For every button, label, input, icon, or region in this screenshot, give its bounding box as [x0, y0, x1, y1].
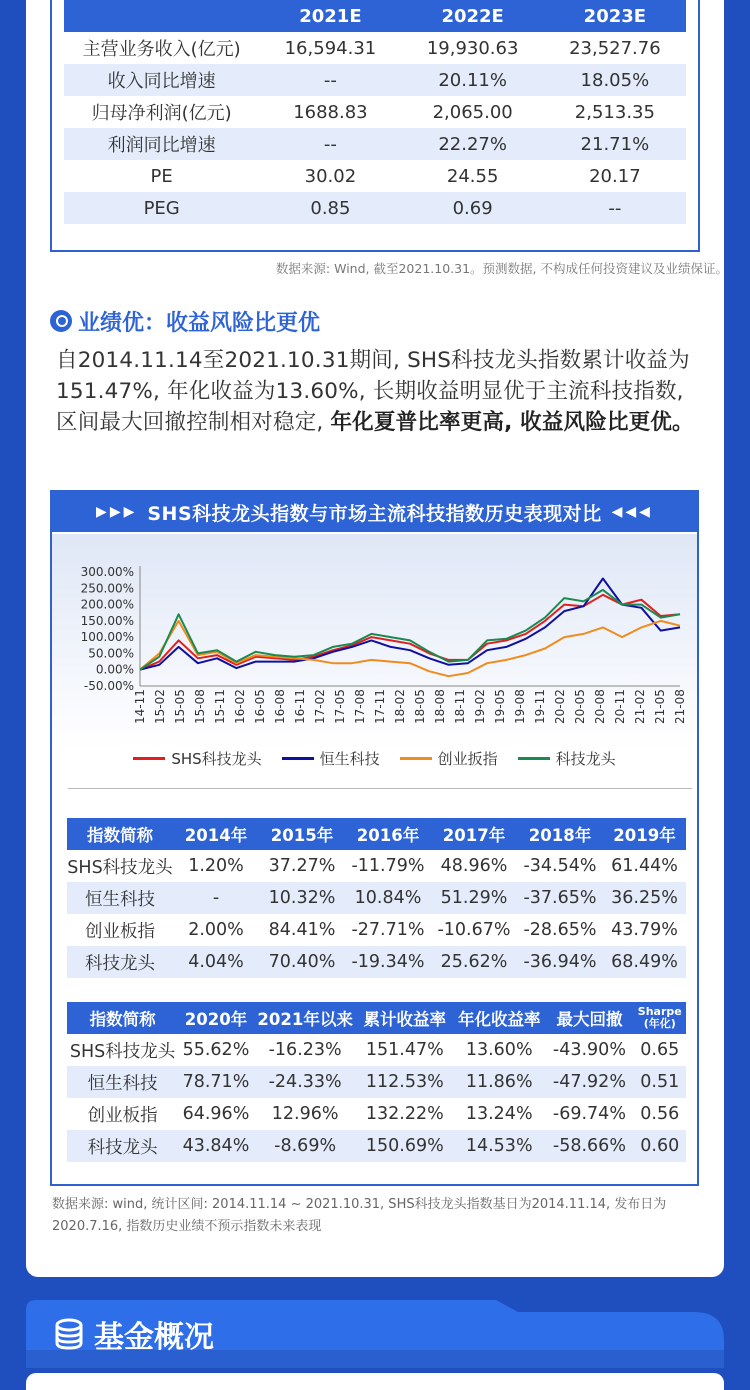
x-tick-label: 17-02 [313, 689, 327, 724]
perf-table-1-cell: 恒生科技 [67, 882, 173, 914]
section-title: 业绩优：收益风险比更优 [78, 310, 321, 336]
perf-table-2-row [67, 1130, 686, 1162]
para-highlight: 年化夏普比率更高, 收益风险比更优。 [330, 410, 694, 435]
next-card [26, 1373, 724, 1390]
database-icon [52, 1317, 86, 1351]
perf-table-2-header-cell: 累计收益率 [357, 1002, 454, 1034]
legend-label: 恒生科技 [319, 750, 380, 768]
x-tick-label: 19-05 [493, 689, 507, 724]
y-tick-label: 250.00% [80, 581, 134, 596]
x-tick-label: 15-05 [173, 689, 187, 724]
perf-table-2-cell: 创业板指 [87, 1105, 158, 1126]
perf-table-1-cell: SHS科技龙头 [67, 857, 173, 878]
perf-table-1-header-cell: 2014年 [173, 818, 259, 850]
perf-table-2-cell: 0.51 [634, 1066, 687, 1098]
comparison-panel-title: SHS科技龙头指数与市场主流科技指数历史表现对比 [147, 502, 602, 525]
perf-table-2-cell: 55.62% [182, 1040, 250, 1060]
x-tick-label: 19-08 [513, 689, 527, 724]
legend-item [518, 748, 616, 769]
perf-table-2-cell: 0.60 [634, 1130, 687, 1162]
perf-table-2-cell: -43.90% [552, 1040, 626, 1060]
perf-table-2-header-sharpe: Sharpe (年化) [634, 1002, 687, 1034]
forecast-table-cell: 1688.83 [293, 101, 368, 123]
x-tick-label: 18-11 [453, 689, 467, 724]
forecast-table-row [64, 64, 686, 96]
x-tick-label: 17-05 [333, 689, 347, 724]
fund-title: 基金概况 [94, 1320, 214, 1355]
forecast-table-header-cell [64, 0, 259, 32]
forecast-table-row [64, 128, 686, 160]
perf-table-2-cell: 13.24% [465, 1104, 533, 1124]
perf-table-1-cell: 70.40% [259, 946, 345, 978]
perf-table-1-row [67, 882, 686, 914]
source-note-performance: 数据来源: wind, 统计区间: 2014.11.14 ~ 2021.10.31, SHS科技龙头指数基日为2014.11.14, 发布日为2020.7.16, 指数历史业绩不预示指数未来表现 [52, 1197, 667, 1234]
forecast-table-cell: 利润同比增速 [64, 128, 259, 160]
perf-table-1-cell: 68.49% [603, 946, 686, 978]
perf-table-1-cell: 61.44% [611, 856, 678, 876]
x-tick-label: 14-11 [133, 689, 147, 724]
forecast-table-row [64, 192, 686, 224]
line-chart [52, 534, 697, 749]
perf-table-2-cell: 13.60% [465, 1040, 533, 1060]
perf-table-1-row [67, 946, 686, 978]
divider [68, 788, 692, 789]
perf-table-2-header-cell: 最大回撤 [545, 1002, 633, 1034]
forecast-table-cell: 20.17 [589, 165, 641, 187]
x-tick-label: 16-02 [233, 689, 247, 724]
forecast-table-cell: 20.11% [402, 64, 544, 96]
perf-table-1-cell: 创业板指 [85, 921, 155, 942]
legend-label: SHS科技龙头 [171, 750, 262, 768]
forecast-table-cell: 主营业务收入(亿元) [82, 39, 241, 60]
para-text: 自2014.11.14至2021.10.31期间, SHS科技龙头指数累计收益为151.47%, 年化收益为13.60%, 长期收益明显优于主流科技指数, 区间最大回撤控制相对稳定, [56, 348, 690, 435]
perf-table-2-cell: 150.69% [357, 1130, 454, 1162]
performance-table-annual [67, 818, 686, 978]
perf-table-2-header-cell: 指数简称 [67, 1002, 178, 1034]
forecast-table-cell: PE [150, 165, 173, 187]
forecast-table-cell: 30.02 [304, 165, 357, 187]
perf-table-1-cell: -11.79% [351, 856, 425, 876]
perf-table-1-cell: -28.65% [523, 920, 597, 940]
perf-table-1-cell: -10.67% [437, 920, 511, 940]
forecast-table-cell: 21.71% [544, 128, 686, 160]
x-tick-label: 17-08 [353, 689, 367, 724]
perf-table-1-cell: -19.34% [345, 946, 431, 978]
section-bullet-icon [50, 310, 72, 332]
perf-table-1-cell: 25.62% [431, 946, 517, 978]
x-tick-label: 17-11 [373, 689, 387, 724]
perf-table-1-header-cell: 指数简称 [67, 818, 173, 850]
perf-table-1-header-cell: 2018年 [517, 818, 603, 850]
x-tick-label: 19-02 [473, 689, 487, 724]
legend-swatch [518, 757, 550, 760]
forecast-table-cell: PEG [64, 192, 259, 224]
forecast-table-cell: 收入同比增速 [64, 64, 259, 96]
x-tick-label: 20-11 [613, 689, 627, 724]
perf-table-2-header-cell: 2021年以来 [254, 1002, 357, 1034]
perf-table-2-cell: 132.22% [365, 1104, 444, 1124]
forecast-table [64, 0, 686, 224]
x-tick-label: 21-02 [633, 689, 647, 724]
performance-table-summary [67, 1002, 686, 1162]
forecast-table-header-cell: 2022E [402, 0, 544, 32]
forecast-table-cell: -- [259, 128, 401, 160]
comparison-panel [50, 490, 699, 1186]
x-tick-label: 19-11 [533, 689, 547, 724]
forecast-table-cell: 0.85 [259, 192, 401, 224]
x-tick-label: 21-08 [673, 689, 687, 724]
forecast-table-row [64, 160, 686, 192]
legend-label: 创业扳指 [437, 750, 498, 768]
y-tick-label: 300.00% [80, 565, 134, 579]
perf-table-1-row [67, 914, 686, 946]
x-tick-label: 15-08 [193, 689, 207, 724]
forecast-table-cell: 2,513.35 [574, 101, 655, 123]
x-tick-label: 18-05 [413, 689, 427, 724]
legend-item [400, 748, 498, 769]
perf-table-1-cell: 科技龙头 [67, 946, 173, 978]
perf-table-2-cell: SHS科技龙头 [69, 1041, 176, 1062]
perf-table-2-cell: -58.66% [545, 1130, 633, 1162]
perf-table-1-cell: - [173, 882, 259, 914]
perf-table-2-row [67, 1098, 686, 1130]
perf-table-1-cell: 36.25% [603, 882, 686, 914]
perf-table-1-header-cell: 2016年 [345, 818, 431, 850]
perf-table-1-header-cell: 2019年 [603, 818, 686, 850]
legend-swatch [282, 757, 314, 760]
y-tick-label: 0.00% [95, 662, 134, 677]
legend-item [133, 748, 261, 769]
perf-table-2-cell: 43.84% [178, 1130, 254, 1162]
chart-legend [52, 748, 697, 769]
forecast-table-row [64, 96, 686, 128]
perf-table-2-cell: -24.33% [254, 1066, 357, 1098]
perf-table-1-cell: 10.84% [345, 882, 431, 914]
forecast-table-cell: 22.27% [402, 128, 544, 160]
y-tick-label: 200.00% [80, 597, 134, 612]
legend-item [282, 748, 380, 769]
perf-table-2-cell: 14.53% [453, 1130, 545, 1162]
y-tick-label: 150.00% [80, 613, 134, 628]
perf-table-1-cell: -34.54% [523, 856, 597, 876]
forecast-table-cell: 16,594.31 [284, 37, 377, 59]
perf-table-2-cell: 恒生科技 [67, 1066, 178, 1098]
y-tick-label: 100.00% [80, 630, 134, 645]
forecast-table-cell: 18.05% [544, 64, 686, 96]
perf-table-2-cell: 151.47% [365, 1040, 444, 1060]
x-tick-label: 21-05 [653, 689, 667, 724]
perf-table-1-cell: 4.04% [173, 946, 259, 978]
perf-table-2-cell: 64.96% [182, 1104, 250, 1124]
legend-label: 科技龙头 [555, 750, 616, 768]
perf-table-2-header-cell: 年化收益率 [453, 1002, 545, 1034]
perf-table-1-cell: 1.20% [188, 856, 244, 876]
forecast-table-row [64, 32, 686, 64]
forecast-table-cell: 2,065.00 [432, 101, 513, 123]
perf-table-1-cell: 84.41% [268, 920, 336, 940]
forecast-table-cell: 0.69 [402, 192, 544, 224]
x-tick-label: 20-02 [553, 689, 567, 724]
comparison-panel-header [52, 492, 697, 532]
arrows-left-icon: ▶▶▶ [96, 504, 138, 520]
forecast-table-cell: -- [544, 192, 686, 224]
forecast-table-cell: 23,527.76 [569, 37, 661, 59]
perf-table-2-cell: 78.71% [178, 1066, 254, 1098]
perf-table-2-cell: -47.92% [545, 1066, 633, 1098]
x-tick-label: 18-08 [433, 689, 447, 724]
perf-table-1-row [67, 850, 686, 882]
y-tick-label: -50.00% [83, 679, 134, 693]
arrows-right-icon: ◀◀◀ [611, 504, 653, 520]
perf-table-2-row [67, 1034, 686, 1066]
forecast-table-header-cell: 2021E [259, 0, 401, 32]
perf-table-1-cell: 2.00% [188, 920, 244, 940]
forecast-table-cell: 19,930.63 [426, 37, 519, 59]
legend-swatch [133, 757, 165, 760]
perf-table-2-cell: 12.96% [271, 1104, 339, 1124]
section-heading [50, 307, 320, 335]
x-tick-label: 18-02 [393, 689, 407, 724]
x-tick-label: 15-02 [153, 689, 167, 724]
perf-table-2-cell: 11.86% [453, 1066, 545, 1098]
perf-table-2-cell: -8.69% [254, 1130, 357, 1162]
legend-swatch [400, 757, 432, 760]
forecast-table-header-cell: 2023E [544, 0, 686, 32]
perf-table-1-header-cell: 2017年 [431, 818, 517, 850]
x-tick-label: 16-05 [253, 689, 267, 724]
perf-table-1-cell: -27.71% [351, 920, 425, 940]
fund-heading [52, 1312, 214, 1356]
perf-table-1-cell: -36.94% [517, 946, 603, 978]
y-tick-label: 50.00% [88, 646, 134, 661]
forecast-table-cell: -- [259, 64, 401, 96]
x-tick-label: 20-05 [573, 689, 587, 724]
perf-table-1-cell: -37.65% [517, 882, 603, 914]
x-tick-label: 16-11 [293, 689, 307, 724]
perf-table-2-cell: -69.74% [552, 1104, 626, 1124]
forecast-table-cell: 24.55 [446, 165, 499, 187]
x-tick-label: 16-08 [273, 689, 287, 724]
perf-table-2-header-cell: 2020年 [178, 1002, 254, 1034]
perf-table-1-cell: 37.27% [268, 856, 336, 876]
forecast-table-cell: 归母净利润(亿元) [91, 103, 232, 124]
perf-table-1-cell: 43.79% [611, 920, 678, 940]
x-tick-label: 15-11 [213, 689, 227, 724]
perf-table-1-cell: 10.32% [259, 882, 345, 914]
perf-table-2-row [67, 1066, 686, 1098]
source-note-forecast: 数据来源: Wind, 截至2021.10.31。预测数据, 不构成任何投资建议及业绩保证。 [275, 261, 728, 276]
perf-table-2-cell: 科技龙头 [67, 1130, 178, 1162]
section-paragraph [56, 345, 704, 438]
perf-table-1-header-cell: 2015年 [259, 818, 345, 850]
perf-table-2-cell: -16.23% [268, 1040, 342, 1060]
perf-table-2-cell: 112.53% [357, 1066, 454, 1098]
perf-table-2-cell: 0.65 [640, 1040, 680, 1060]
perf-table-2-cell: 0.56 [640, 1104, 680, 1124]
perf-table-1-cell: 48.96% [440, 856, 508, 876]
x-tick-label: 20-08 [593, 689, 607, 724]
perf-table-1-cell: 51.29% [431, 882, 517, 914]
